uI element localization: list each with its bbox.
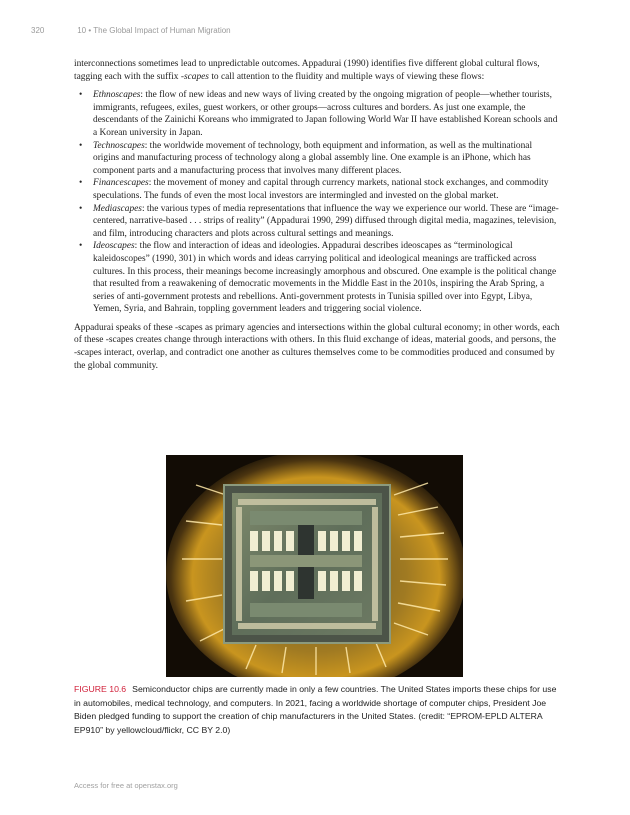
page-number: 320	[31, 26, 45, 35]
term: Mediascapes	[93, 203, 142, 214]
cultural-flows-list	[74, 89, 560, 316]
closing-paragraph: Appadurai speaks of these -scapes as primary agencies and intersections within the global cultural economy; in other words, each of these -scapes creates change through interactions with others. In this fluid exchange of ideas, material goods, and persons, the -scapes interact, overlap, and contradict one another as cultures themselves come to be commodities produced and consumed by the global community.	[74, 322, 560, 371]
list-item-technoscapes	[79, 140, 560, 178]
scapes-suffix: -scapes	[180, 71, 209, 82]
term: Ethnoscapes	[93, 90, 141, 101]
body-content	[74, 58, 560, 378]
term: Technoscapes	[93, 140, 145, 151]
caption-text: Semiconductor chips are currently made in only a few countries. The United States imports these chips for use in automobiles, medical technology, and computers. In 2021, facing a worldwide shortage of computer chips, President Joe Biden pledged funding to support the creation of chip manufacturers in the United States. (credit: “EPROM-EPLD ALTERA EP910” by yellowcloud/flickr, CC BY 2.0)	[74, 684, 557, 735]
bullet-icon: •	[79, 90, 83, 101]
page-header	[31, 26, 610, 35]
term: Ideoscapes	[93, 241, 135, 252]
bullet-icon: •	[79, 140, 83, 151]
list-item-ethnoscapes	[79, 89, 560, 139]
bullet-icon: •	[79, 178, 83, 189]
definition: : the worldwide movement of technology, both equipment and information, as well as the multinational origins and manufacturing process of technology along a global assembly line. One example is an iPhone, which has component parts and a manufacturing process that involves many different places.	[93, 140, 533, 176]
access-link[interactable]: Access for free at openstax.org	[74, 781, 178, 790]
intro-paragraph: interconnections sometimes lead to unpredictable outcomes. Appadurai (1990) identifies five different global cultural flows, tagging each with the suffix -scapes to call attention to the fluidity and multiple ways of viewing these flows:	[74, 59, 540, 82]
list-item-ideoscapes	[79, 240, 560, 316]
definition: : the various types of media representations that influence the way we experience our world. These are “image-centered, narrative-based . . . strips of reality” (Appadurai 1990, 299) diffused through digital media, magazines, television, and film, introducing characters and plots across cultural settings and meanings.	[93, 203, 559, 239]
running-title: 10 • The Global Impact of Human Migration	[77, 26, 231, 35]
bullet-icon: •	[79, 203, 83, 214]
chip-photo	[166, 455, 463, 677]
definition: : the flow of new ideas and new ways of living created by the ongoing migration of people—whether tourists, immigrants, refugees, exiles, guest workers, or other groups—across cultures and borders. As just one example, the descendants of the Zainichi Koreans who immigrated to Japan following World War II have established Korean schools and a Korean university in Japan.	[93, 90, 558, 138]
list-item-mediascapes	[79, 203, 560, 241]
term: Financescapes	[93, 178, 149, 189]
bullet-icon: •	[79, 241, 83, 252]
semiconductor-chip-image	[166, 455, 463, 677]
page-footer	[74, 781, 178, 790]
figure-label: FIGURE 10.6	[74, 684, 127, 694]
definition: : the flow and interaction of ideas and ideologies. Appadurai describes ideoscapes as “terminological kaleidoscopes” (1990, 301) in which words and ideas carrying political and ideological meanings are trafficked across cultures. In this process, their meanings become increasingly amorphous and obscured. One example is the political change that resulted from a reawakening of democratic movements in the Middle East in the 2010s, inspiring the Arab Spring, a series of anti-government protests and rebellions. Anti-government protests in Tunisia spilled over into Egypt, Libya, Yemen, Syria, and Bahrain, toppling government leaders and triggering social violence.	[93, 241, 557, 315]
list-item-financescapes	[79, 177, 560, 202]
figure-caption	[74, 683, 560, 737]
definition: : the movement of money and capital through currency markets, national stock exchanges, and commodity speculations. The funds of even the most local investors are intermingled and invested on the global market.	[93, 178, 549, 201]
